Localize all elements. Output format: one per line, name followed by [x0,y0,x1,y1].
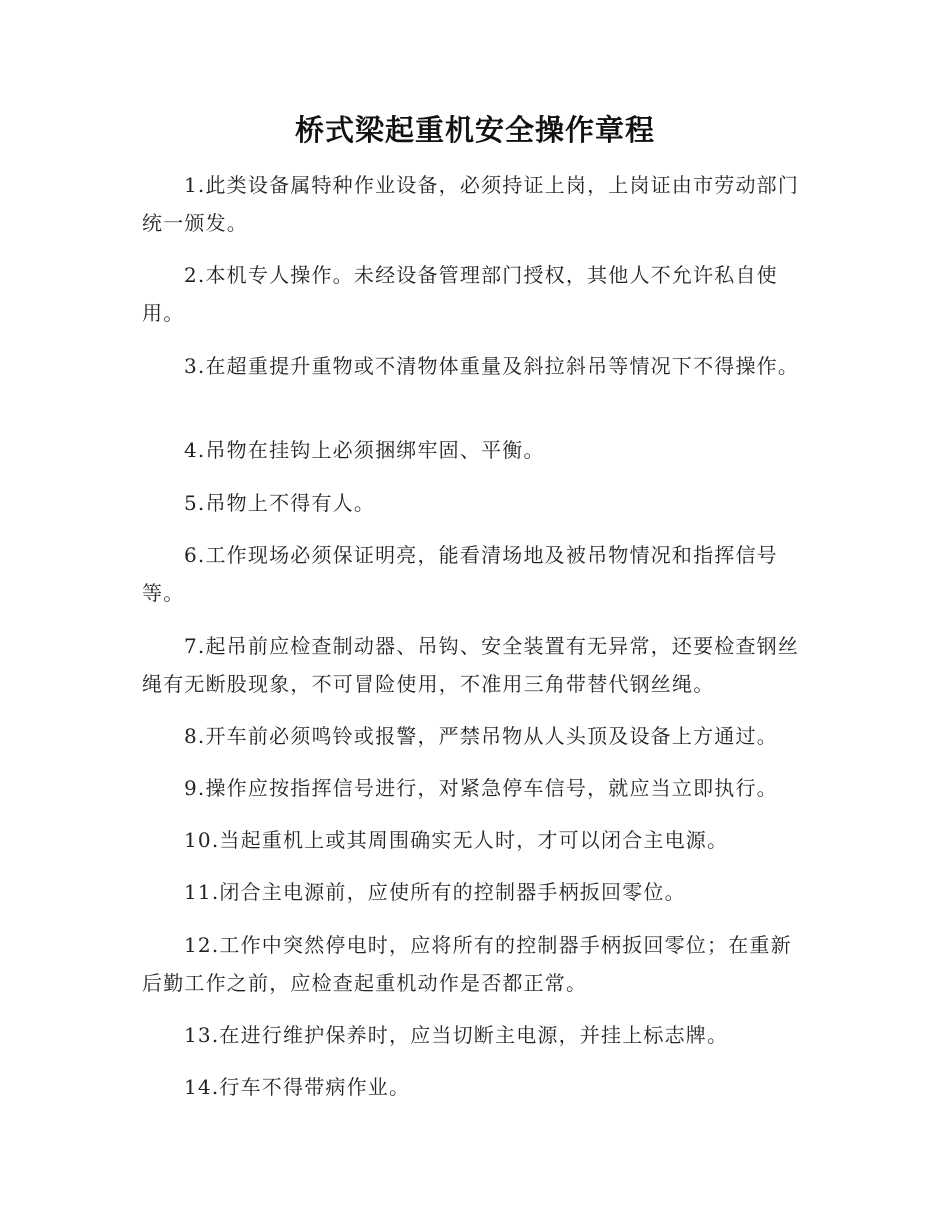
rule-item-12: 12.工作中突然停电时，应将所有的控制器手柄扳回零位；在重新后勤工作之前，应检查起重机动作是否都正常。 [142,933,792,995]
document-title: 桥式梁起重机安全操作章程 [294,113,655,147]
rule-item-10: 10.当起重机上或其周围确实无人时，才可以闭合主电源。 [184,828,729,852]
rule-item-14: 14.行车不得带病作业。 [184,1075,411,1099]
rule-item-11: 11.闭合主电源前，应使所有的控制器手柄扳回零位。 [184,880,686,904]
rule-item-3: 3.在超重提升重物或不清物体重量及斜拉斜吊等情况下不得操作。 [184,354,800,378]
rule-item-7: 7.起吊前应检查制动器、吊钩、安全装置有无异常，还要检查钢丝绳有无断股现象，不可冒险使用，不准用三角带替代钢丝绳。 [142,634,800,696]
rule-item-1: 1.此类设备属特种作业设备，必须持证上岗，上岗证由市劳动部门统一颁发。 [142,173,800,235]
rule-item-6: 6.工作现场必须保证明亮，能看清场地及被吊物情况和指挥信号等。 [142,543,778,605]
rule-item-9: 9.操作应按指挥信号进行，对紧急停车信号，就应当立即执行。 [184,776,778,800]
rule-item-13: 13.在进行维护保养时，应当切断主电源，并挂上标志牌。 [184,1023,729,1047]
rule-item-8: 8.开车前必须鸣铃或报警，严禁吊物从人头顶及设备上方通过。 [184,724,778,748]
rule-item-2: 2.本机专人操作。未经设备管理部门授权，其他人不允许私自使用。 [142,263,778,325]
rule-item-4: 4.吊物在挂钩上必须捆绑牢固、平衡。 [184,438,545,462]
rule-item-5: 5.吊物上不得有人。 [184,491,376,515]
